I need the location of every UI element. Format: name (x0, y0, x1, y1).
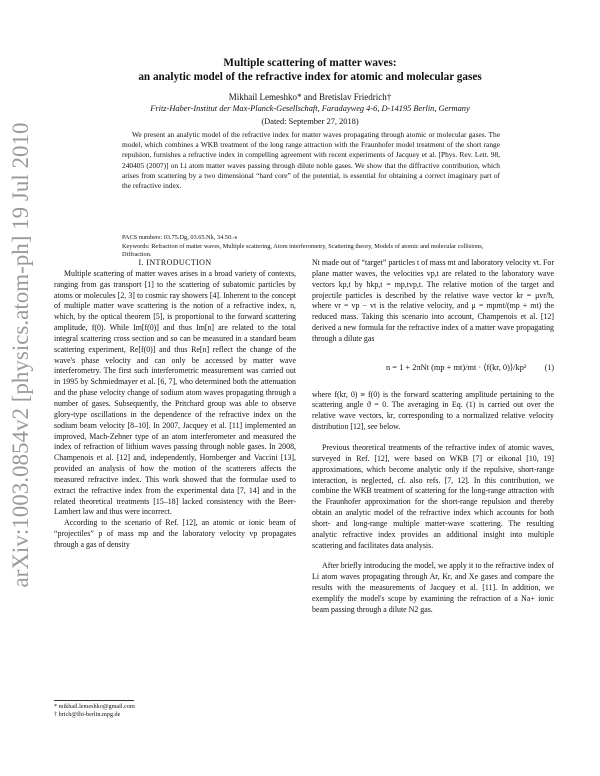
paragraph: Previous theoretical treatments of the refractive index of atomic waves, surveyed in Ref. [12], were based on WKB [7] or eikonal [10, 19] approximations, which become analytic only if the repulsive, short-range interaction, is neglected, cf. also refs. [7, 12]. In this contribution, we combine the WKB treatment of scattering for the long-range attraction with the Fraunhofer approximation for the short-range repulsion and thereby obtain an analytic model of the refractive index which accounts for both short- and long-range multiple matter-wave scattering. The resulting analytic refractive index provides an additional insight into multiple scattering and facilitates data analysis. (312, 442, 554, 550)
paragraph: After briefly introducing the model, we apply it to the refractive index of Li atom waves propagating through Ar, Kr, and Xe gases and compare the results with the measurements of Jacquey et al. [11]. In addition, we exemplify the model's scope by examining the refraction of a Na+ ionic beam passing through a dilute N2 gas. (312, 561, 554, 614)
abstract-text: We present an analytic model of the refractive index for matter waves propagating through atomic or molecular gases. The model, which combines a WKB treatment of the long range attraction with the Fraunhofer model treatment of the short range repulsion, furnishes a refractive index in compelling agreement with recent experiments of Jacquey et al. [Phys. Rev. Lett. 98, 240405 (2007)] on Li atom matter waves passing through dilute noble gases. We show that the diffractive contribution, which arises from scattering by a two dimensional “hard core” of the potential, is essential for obtaining a correct imaginary part of the refractive index. (122, 130, 500, 191)
paragraph: Nt made out of “target” particles t of mass mt and laboratory velocity vt. For plane matter waves, the velocities vp,t are related to the laboratory wave vectors kp,t by ħkp,t = mp,tvp,t. The relative motion of the target and projectile particles is described by the relative wave vector kr = μvr/ħ, where vr = vp − vt is the relative velocity, and μ = mpmt/(mp + mt) the reduced mass. Taking this scenario into account, Champenois et al. [12] derived a new formula for the refractive index of a matter wave propagating through a dilute gas (312, 258, 554, 343)
left-column (54, 258, 296, 551)
authors: Mikhail Lemeshko* and Bretislav Friedrich† (228, 92, 392, 102)
footnote-rule (54, 700, 134, 701)
paper-title (60, 56, 560, 84)
pacs-numbers: PACS numbers: 03.75.Dg, 03.65.Nk, 34.50.-s (122, 234, 238, 241)
keywords: Keywords: Refraction of matter waves, Multiple scattering, Atom interferometry, Scattering theory, Models of atomic and molecular collisions, Diffraction. (122, 242, 484, 259)
section-heading: I. INTRODUCTION (138, 258, 212, 267)
footnote-email-2: † brich@fhi-berlin.mpg.de (54, 711, 121, 719)
date-line: (Dated: September 27, 2018) (261, 117, 359, 126)
affiliation: Fritz-Haber-Institut der Max-Planck-Gesellschaft, Faradayweg 4-6, D-14195 Berlin, Germany (150, 104, 470, 113)
paragraph: According to the scenario of Ref. [12], an atomic or ionic beam of “projectiles” p of mass mp and the laboratory velocity vp propagates through a gas of density (54, 518, 296, 549)
paragraph: Multiple scattering of matter waves arises in a broad variety of contexts, ranging from gas transport [1] to the scattering of subatomic particles by atoms or molecules [2, 3] to cosmic ray showers [4]. Inherent to the concept of multiple matter wave scattering is the notion of a refractive index, n, which, by the optical theorem [5], is proportional to the forward scattering amplitude, f(0). While Im[f(0)] and thus Im[n] are related to the total integral scattering cross section and so can be measured in a standard beam scattering experiment, Re[f(0)] and thus Re[n] reflect the change of the wave's phase velocity and can only be accessed by matter wave interferometry. The first such interferometric measurement was carried out in 1995 by Schmiedmayer et al. [6, 7], who determined both the attenuation and the phase velocity change of sodium atom waves propagating through a number of gases. Subsequently, the Pritchard group was able to observe glory-type oscillations in the dependence of the refractive index on the sodium beam velocity [8–10]. In 2007, Jacquey et al. [11] implemented an improved, Mach-Zehner type of an atom interferometer and measured the index of refraction of lithium waves passing through noble gases. In 2008, Champenois et al. [12] and, independently, Hornberger and Vaccini [13], provided an analysis of how the motion of the scatterers affects the measured refractive index. This work showed that the formulae used to extract the refractive index from the experimental data [7, 14] and in the related theoretical treatments [15–18] lacked consistency with the Beer-Lambert law and thus were incorrect. (54, 268, 296, 517)
footnote-email-1: * mikhail.lemeshko@gmail.com (54, 703, 135, 710)
equation-block (312, 363, 554, 374)
title-line-2: an analytic model of the refractive index for atomic and molecular gases (138, 71, 482, 83)
paragraph: where f(kr, 0) ≡ f(0) is the forward scattering amplitude pertaining to the scattering angle ϑ = 0. The averaging in Eq. (1) is carried out over the relative wave vectors, kr, corresponding to a normalized relative velocity distribution [12], see below. (312, 389, 554, 432)
arxiv-watermark: arXiv:1003.0854v2 [physics.atom-ph] 19 Jul 2010 (8, 122, 33, 588)
title-line-1: Multiple scattering of matter waves: (223, 57, 397, 69)
equation: n = 1 + 2πNt (mp + mt)/mt · ⟨f(kr, 0)⟩/kp² (386, 362, 527, 372)
pacs-keywords (122, 234, 500, 260)
footnotes (54, 703, 296, 720)
equation-number: (1) (544, 362, 554, 372)
right-column (312, 258, 554, 616)
abstract (122, 130, 500, 191)
